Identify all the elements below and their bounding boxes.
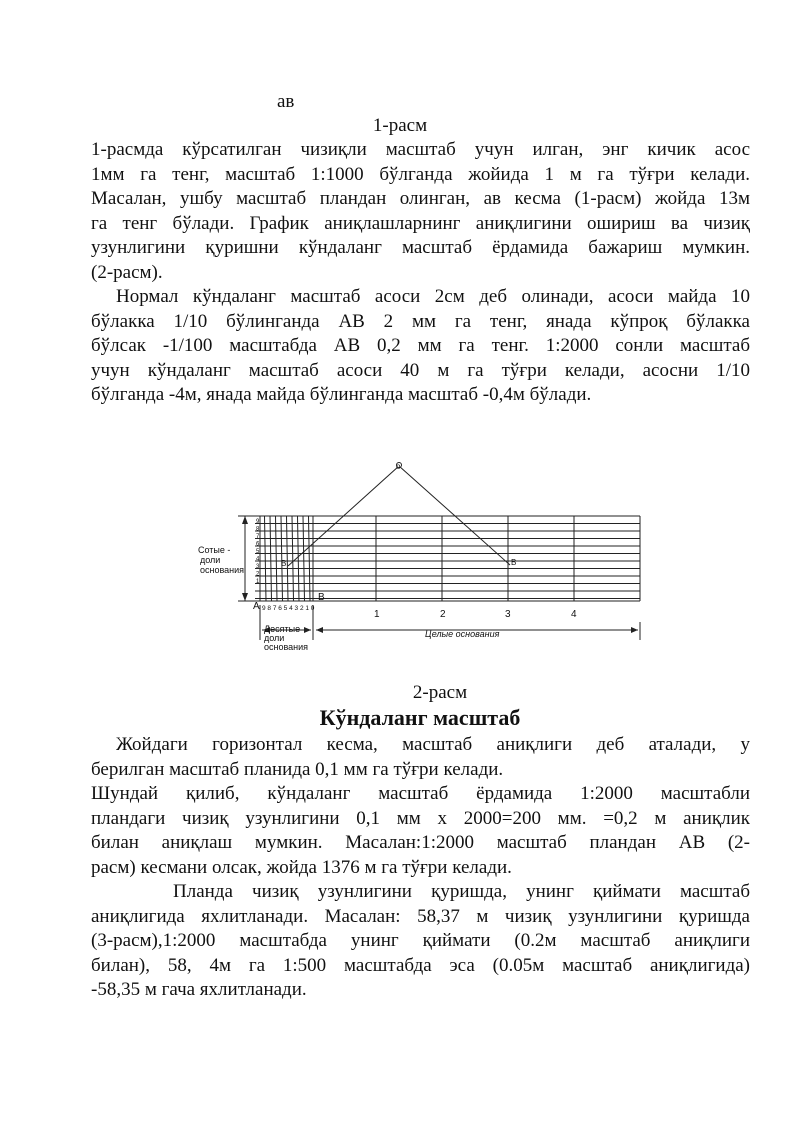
label-hundredths-3: основания xyxy=(200,565,245,575)
row-number: 9 xyxy=(256,519,260,525)
label-tenths-2: доли xyxy=(264,633,285,643)
paragraph5-line: -58,35 м гача яхлитланади. xyxy=(91,979,307,1000)
row-number: 7 xyxy=(256,534,260,540)
paragraph2-line: бўлсак -1/100 масштабда АВ 0,2 мм га тенг. 1:2000 сонли масштаб xyxy=(91,335,750,356)
row-number: 1 xyxy=(256,579,260,585)
paragraph4-line: расм) кесмани олсак, жойда 1376 м га тўғри келади. xyxy=(91,856,512,878)
paragraph5-line: Планда чизиқ узунлигини қуришда, унинг қиймати масштаб xyxy=(173,881,750,902)
transverse-scale-diagram xyxy=(190,455,650,660)
label-tenths-1: Десятые xyxy=(264,624,301,634)
label-tenths-3: основания xyxy=(264,642,309,652)
tenths-tick-labels: 9 8 7 6 5 4 3 2 1 0 xyxy=(262,605,315,612)
paragraph3-line: Жойдаги горизонтал кесма, масштаб аниқлиги деб аталади, у xyxy=(116,734,750,755)
paragraph1-line: (2-расм). xyxy=(91,261,163,283)
base-number-1: 1 xyxy=(374,609,380,620)
paragraph5-line: аниқлигида яхлитланади. Масалан: 58,37 м чизиқ узунлигини қуришда xyxy=(91,905,750,927)
paragraph1-line: узунлигини қуришни кўндаланг масштаб ёрдамида бажариш мумкин. xyxy=(91,237,750,258)
row-number: 6 xyxy=(256,541,260,548)
label-whole-bases: Целые основания xyxy=(425,629,500,639)
base-number-3: 3 xyxy=(505,609,511,620)
row-number: 2 xyxy=(256,571,260,578)
point-b2-label: B xyxy=(511,558,517,567)
figure2-caption: 2-расм xyxy=(412,682,468,703)
row-number: 4 xyxy=(256,556,260,563)
paragraph5-line: билан), 58, 4м га 1:500 масштабда эса (0.05м масштаб аниқлигида) xyxy=(91,954,750,976)
paragraph5-line: (3-расм),1:2000 масштабда унинг қиймати (0.2м масштаб аниқлиги xyxy=(91,930,750,951)
point-o-label: o xyxy=(396,462,401,471)
paragraph3-line: берилган масштаб планида 0,1 мм га тўғри келади. xyxy=(91,758,504,780)
row-number: 8 xyxy=(256,526,260,533)
figure1-caption: 1-расм xyxy=(372,115,428,136)
paragraph2-line: учун кўндаланг масштаб асоси 40 м га тўғри келади, асосни 1/10 xyxy=(91,359,750,381)
row-number: 5 xyxy=(256,549,260,555)
paragraph4-line: Шундай қилиб, кўндаланг масштаб ёрдамида 1:2000 масштабли xyxy=(91,783,750,804)
base-number-2: 2 xyxy=(440,609,446,620)
paragraph2-line: бўлганда -4м, янада майда бўлинганда масштаб -0,4м бўлади. xyxy=(91,384,592,405)
paragraph1-line: га тенг бўлади. График аниқлашларнинг аниқлигини ошириш ва чизиқ xyxy=(91,212,750,234)
point-b1-label: B xyxy=(281,559,287,568)
paragraph2-line: бўлакка 1/10 бўлинганда АВ 2 мм га тенг, янада кўпроқ бўлакка xyxy=(91,310,750,332)
paragraph4-line: билан аниқлаш мумкин. Масалан:1:2000 масштаб пландан АВ (2- xyxy=(91,832,750,853)
paragraph1-line: 1мм га тенг, масштаб 1:1000 бўлганда жойида 1 м га тўғри келади. xyxy=(91,163,750,185)
point-a-label: A xyxy=(253,601,260,612)
paragraph1-line: 1-расмда кўрсатилган чизиқли масштаб учун илган, энг кичик асос xyxy=(91,139,750,160)
figure1-label-ab: ав xyxy=(277,91,295,112)
paragraph2-line: Нормал кўндаланг масштаб асоси 2см деб олинади, асоси майда 10 xyxy=(116,286,750,307)
label-hundredths-1: Сотые - xyxy=(198,545,231,555)
section-heading: Кўндаланг масштаб xyxy=(319,705,521,730)
base-number-4: 4 xyxy=(571,609,577,620)
label-hundredths-2: доли xyxy=(200,555,221,565)
paragraph1-line: Масалан, ушбу масштаб пландан олинган, ав кесма (1-расм) жойда 13м xyxy=(91,188,750,209)
row-number: 3 xyxy=(256,564,260,570)
point-b-label: B xyxy=(318,592,325,603)
paragraph4-line: пландаги чизиқ узунлигини 0,1 мм х 2000=200 мм. =0,2 м аниқлик xyxy=(91,807,750,829)
